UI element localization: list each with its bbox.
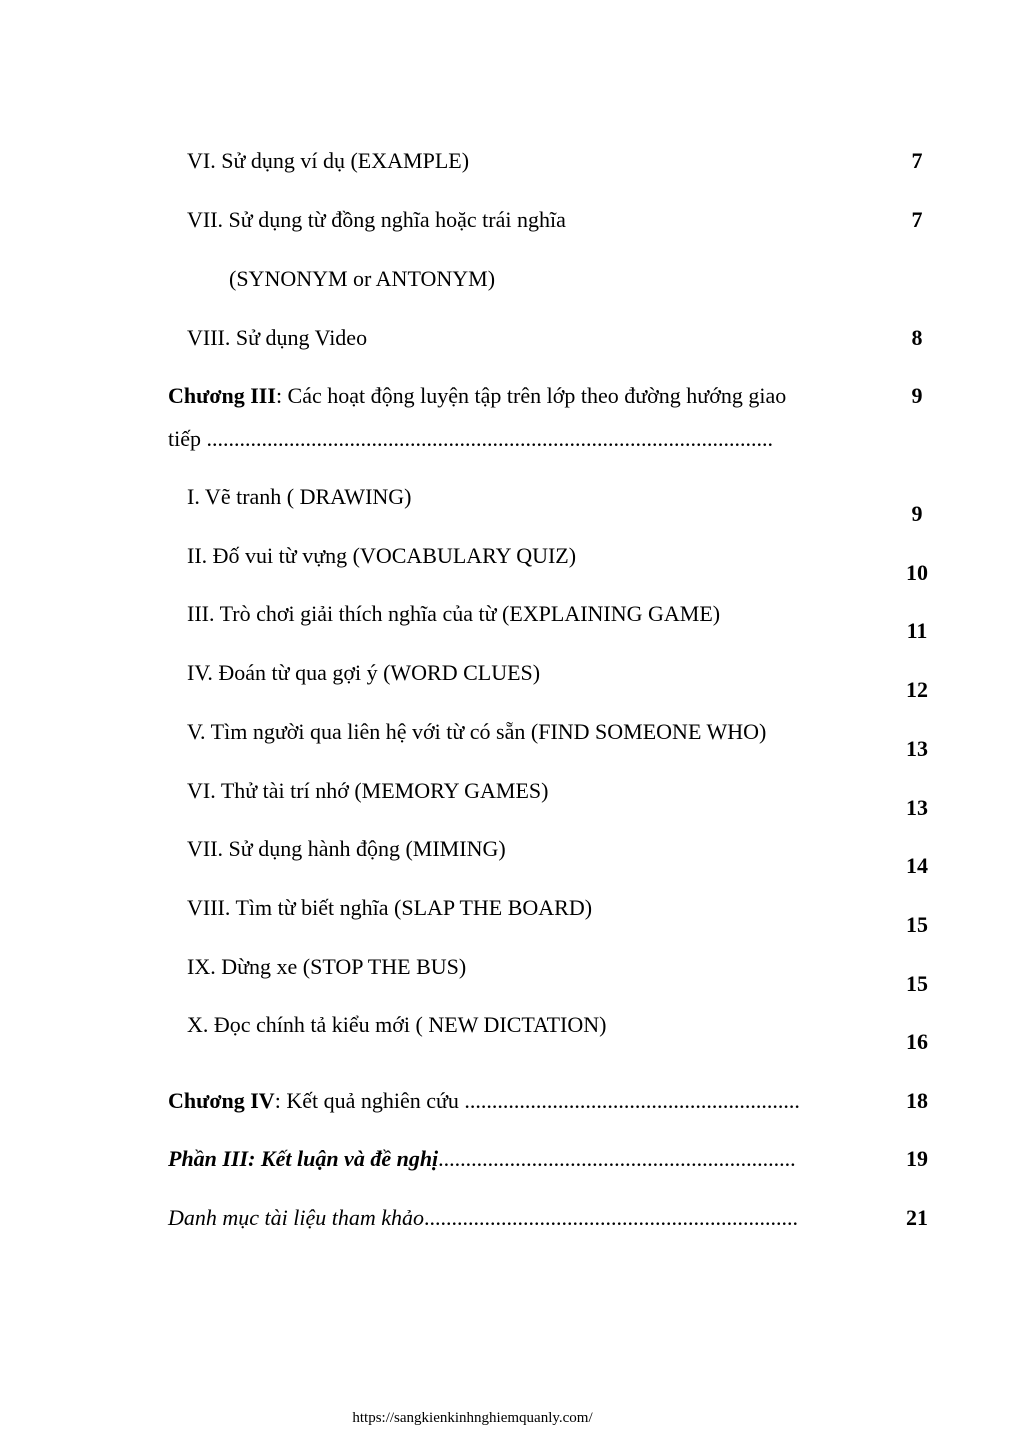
chapter-4-title: : Kết quả nghiên cứu ............................................................. xyxy=(274,1088,800,1113)
toc-entry-ix-stop-the-bus: IX. Dừng xe (STOP THE BUS) xyxy=(187,954,467,979)
toc-page-number: 13 xyxy=(906,736,928,761)
toc-page-number: 21 xyxy=(906,1205,928,1230)
toc-entry-vii-continuation: (SYNONYM or ANTONYM) xyxy=(229,266,496,291)
chapter-3-title: : Các hoạt động luyện tập trên lớp theo đường hướng giao xyxy=(275,383,787,408)
toc-entry-iv-word-clues: IV. Đoán từ qua gợi ý (WORD CLUES) xyxy=(187,660,541,685)
toc-page-number: 15 xyxy=(906,912,928,937)
toc-page-number: 18 xyxy=(906,1088,928,1113)
footer-url: https://sangkienkinhnghiemquanly.com/ xyxy=(352,1410,593,1426)
toc-references xyxy=(168,1205,798,1231)
toc-page-number: 9 xyxy=(911,501,923,526)
toc-page-number: 15 xyxy=(906,971,928,996)
toc-page-number: 10 xyxy=(906,560,928,585)
toc-entry-vii-synonym: VII. Sử dụng từ đồng nghĩa hoặc trái nghĩa xyxy=(187,207,566,232)
toc-entry-viii-video: VIII. Sử dụng Video xyxy=(187,325,368,350)
toc-page-number: 12 xyxy=(906,677,928,702)
toc-part-3 xyxy=(168,1146,796,1172)
chapter-4-label: Chương IV xyxy=(168,1088,275,1113)
toc-page-number: 19 xyxy=(906,1146,928,1171)
part-3-leader: ................................................................. xyxy=(438,1146,796,1171)
toc-page-number: 8 xyxy=(911,325,923,350)
toc-entry-i-drawing: I. Vẽ tranh ( DRAWING) xyxy=(187,484,412,509)
toc-page-number: 14 xyxy=(906,853,928,878)
references-leader: .................................................................... xyxy=(424,1205,799,1230)
toc-entry-x-new-dictation: X. Đọc chính tả kiểu mới ( NEW DICTATION) xyxy=(187,1012,607,1037)
toc-chapter-4 xyxy=(168,1088,800,1114)
references-label: Danh mục tài liệu tham khảo xyxy=(168,1205,425,1230)
toc-page-number: 13 xyxy=(906,795,928,820)
toc-entry-vi-example: VI. Sử dụng ví dụ (EXAMPLE) xyxy=(187,148,470,173)
toc-chapter-3 xyxy=(168,383,786,409)
toc-entry-iii-explaining-game: III. Trò chơi giải thích nghĩa của từ (EXPLAINING GAME) xyxy=(187,601,721,626)
toc-page-number: 16 xyxy=(906,1029,928,1054)
toc-page-number: 7 xyxy=(911,207,923,232)
toc-page-number: 9 xyxy=(911,383,923,408)
chapter-3-label: Chương III xyxy=(168,383,276,408)
toc-entry-v-find-someone-who: V. Tìm người qua liên hệ với từ có sẵn (FIND SOMEONE WHO) xyxy=(187,719,767,744)
toc-entry-ii-vocabulary-quiz: II. Đố vui từ vựng (VOCABULARY QUIZ) xyxy=(187,543,577,568)
part-3-label: Phần III: Kết luận và đề nghị xyxy=(168,1146,439,1171)
toc-page-number: 11 xyxy=(906,618,928,643)
toc-page-number: 7 xyxy=(911,148,923,173)
toc-chapter-3-continuation: tiếp ....................................................................................................... xyxy=(168,426,773,451)
toc-entry-vi-memory-games: VI. Thử tài trí nhớ (MEMORY GAMES) xyxy=(187,778,549,803)
toc-entry-vii-miming: VII. Sử dụng hành động (MIMING) xyxy=(187,836,506,861)
toc-entry-viii-slap-the-board: VIII. Tìm từ biết nghĩa (SLAP THE BOARD) xyxy=(187,895,593,920)
